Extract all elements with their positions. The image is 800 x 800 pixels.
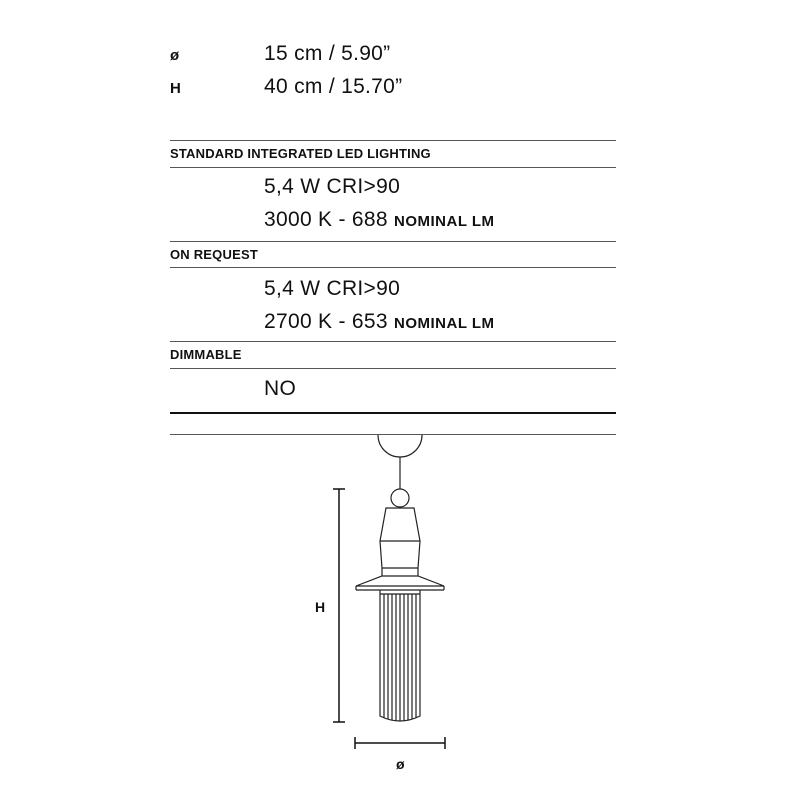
standard-power: 5,4 W CRI>90 <box>264 175 401 198</box>
height-key: H <box>170 80 181 97</box>
height-dimension-line <box>333 489 345 722</box>
brim <box>356 576 444 586</box>
height-value: 40 cm / 15.70” <box>264 75 403 98</box>
on-request-power: 5,4 W CRI>90 <box>264 277 401 300</box>
diameter-dimension-line <box>355 737 445 749</box>
diameter-key: ø <box>170 47 180 64</box>
standard-lumen-value: 3000 K - 688 <box>264 208 388 231</box>
section-title-dimmable: DIMMABLE <box>170 347 242 362</box>
section-title-standard: STANDARD INTEGRATED LED LIGHTING <box>170 146 431 161</box>
connector-ball <box>391 489 409 507</box>
dimmable-value: NO <box>264 377 297 400</box>
drawing-diameter-label: ø <box>396 756 405 772</box>
standard-lumen-unit: NOMINAL LM <box>394 213 495 230</box>
section-title-on-request: ON REQUEST <box>170 247 258 262</box>
on-request-lumen-unit: NOMINAL LM <box>394 315 495 332</box>
cone-shade <box>380 508 420 568</box>
ceiling-canopy <box>378 435 422 457</box>
drawing-height-label: H <box>315 599 326 615</box>
on-request-lumen-value: 2700 K - 653 <box>264 310 388 333</box>
diameter-value: 15 cm / 5.90” <box>264 42 391 65</box>
